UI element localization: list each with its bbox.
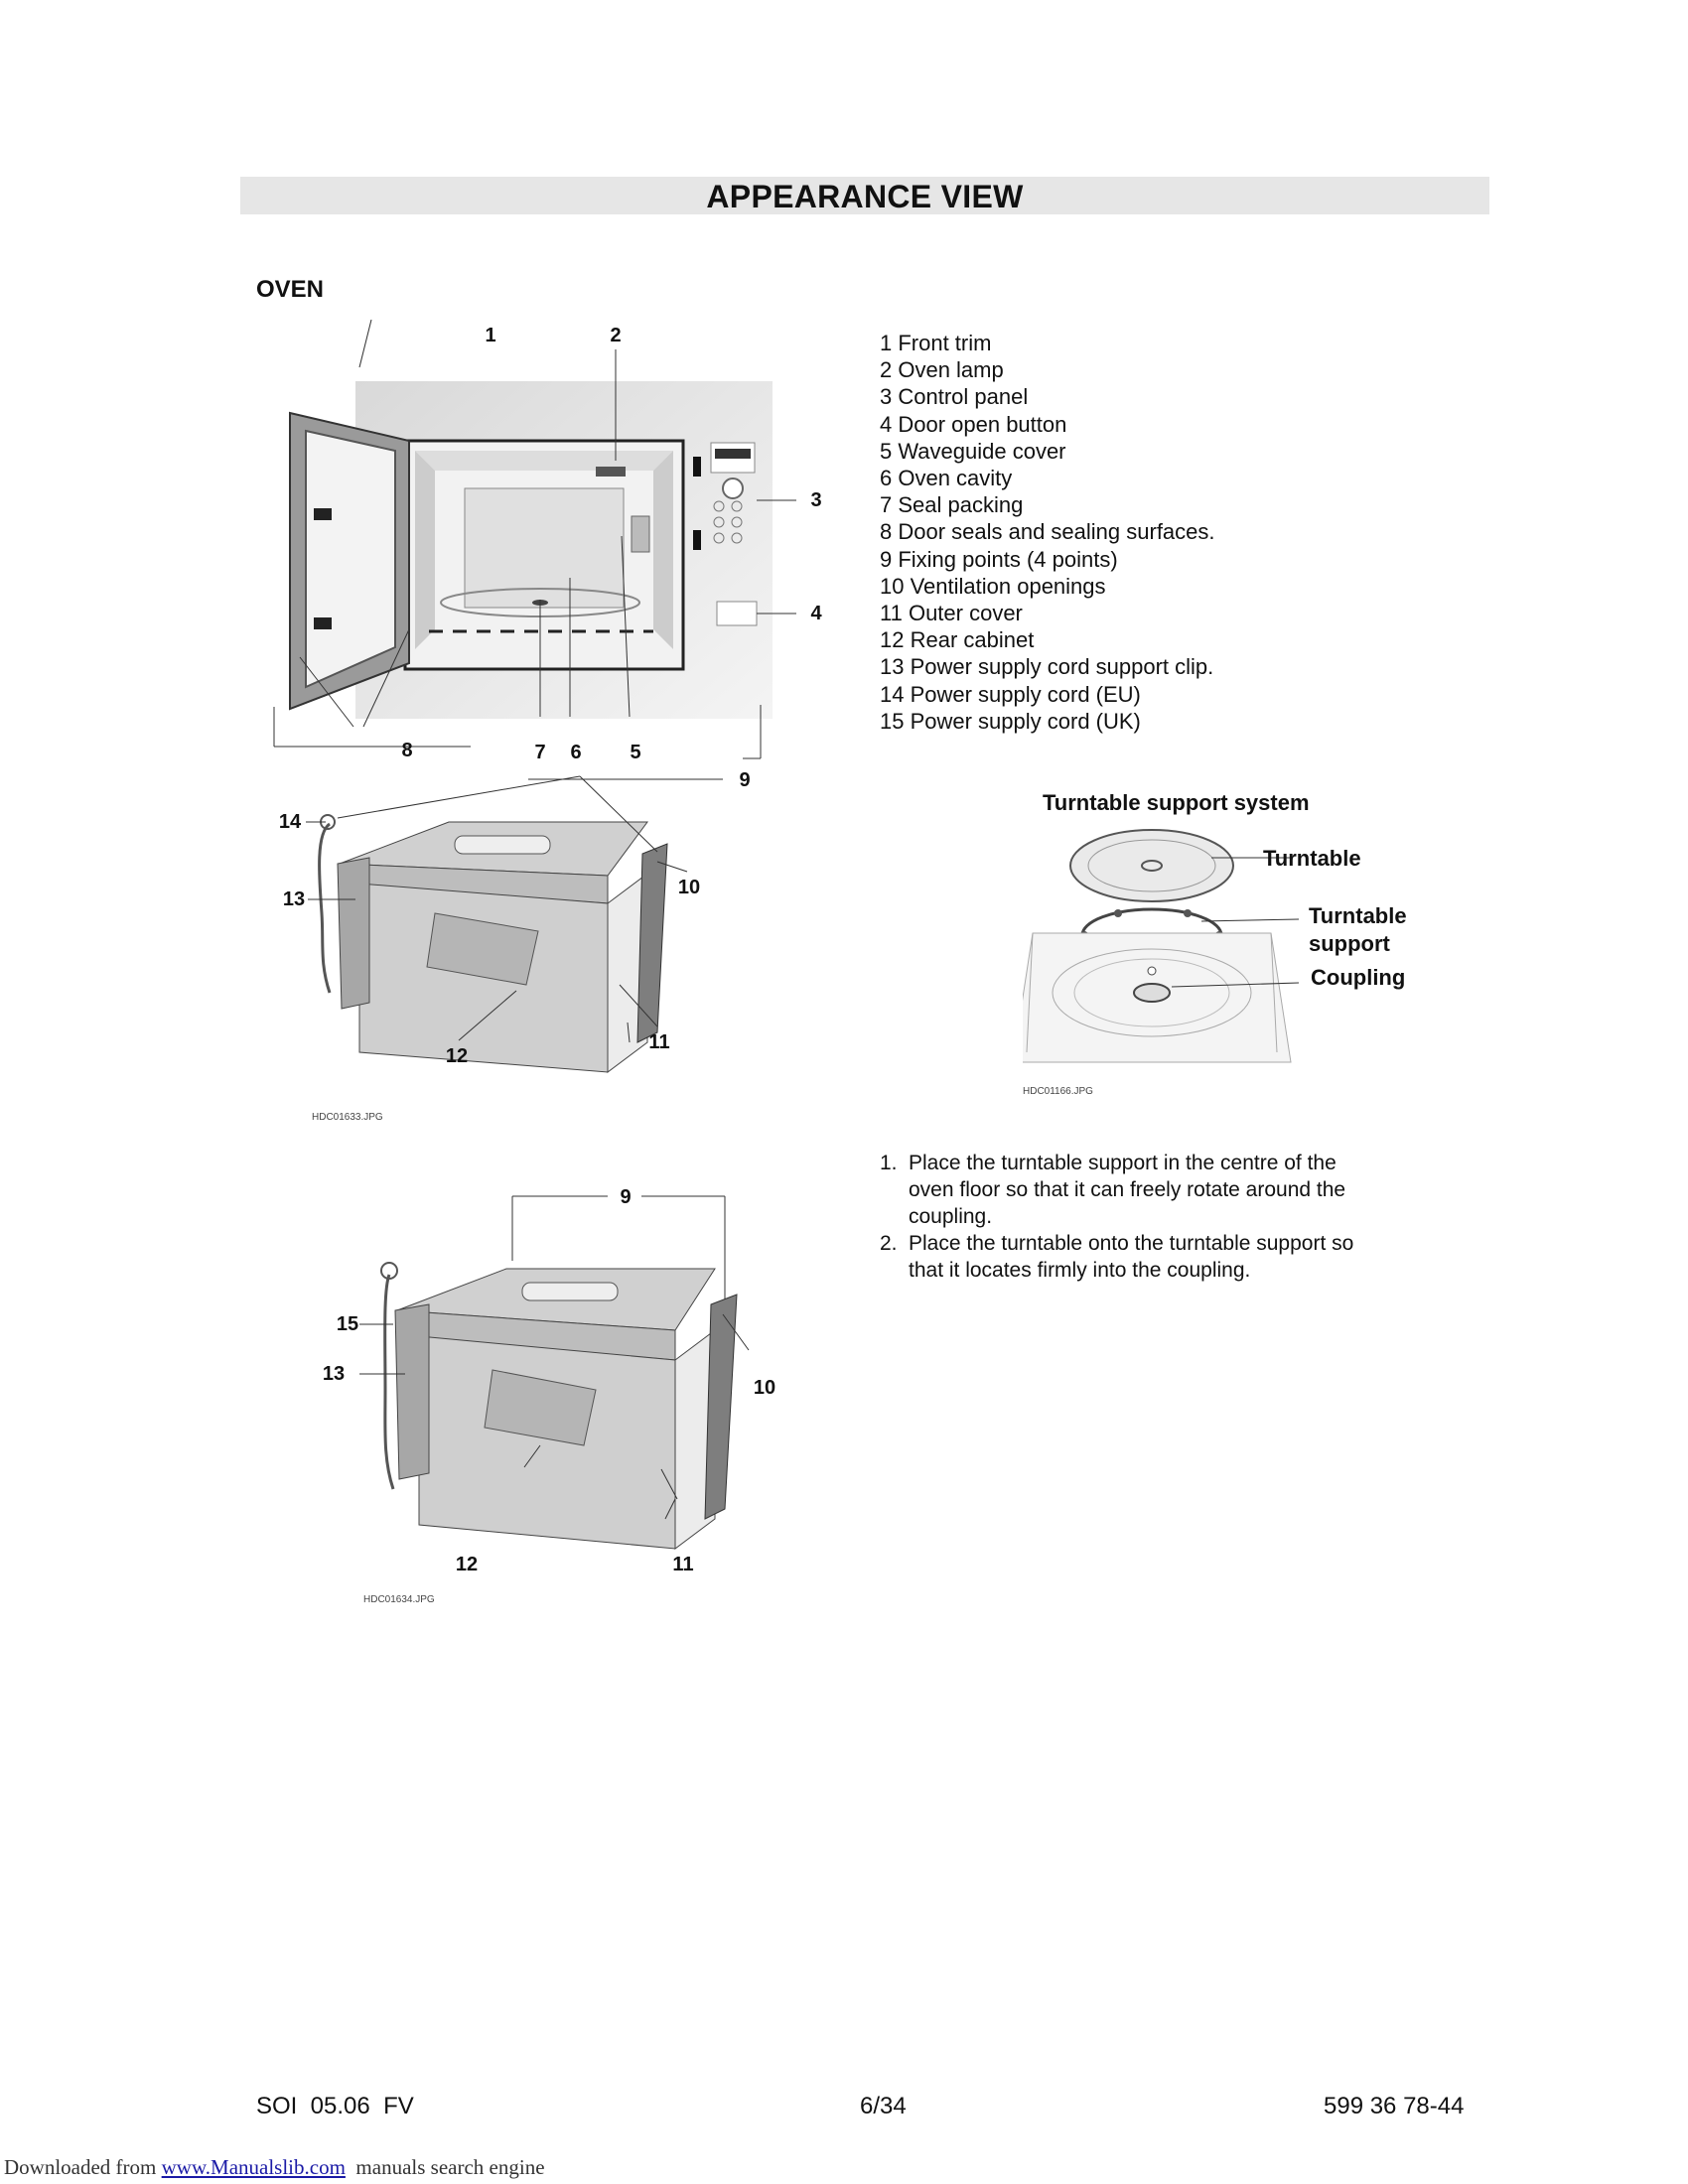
title-bar <box>240 177 1489 214</box>
legend-item: 6 Oven cavity <box>880 466 1013 491</box>
turntable-title: Turntable support system <box>1043 790 1310 815</box>
download-prefix: Downloaded from <box>4 2155 162 2179</box>
instruction-line: oven floor so that it can freely rotate around the <box>909 1178 1346 1201</box>
caption-uk: HDC01634.JPG <box>363 1594 435 1605</box>
parts-legend <box>880 330 1215 735</box>
instruction-number: 2. <box>880 1232 898 1255</box>
download-suffix: manuals search engine <box>345 2155 545 2179</box>
instruction-item <box>880 1230 1436 1284</box>
callout-2: 2 <box>610 325 622 346</box>
download-notice <box>4 2155 545 2180</box>
footer-page-number: 6/34 <box>860 2093 907 2119</box>
callout-8: 8 <box>401 740 413 761</box>
instructions-list <box>880 1150 1436 1284</box>
footer-part-number: 599 36 78-44 <box>1324 2093 1465 2119</box>
callout-1: 1 <box>485 325 496 346</box>
turntable-exploded-drawing <box>1023 824 1440 1102</box>
callout-11b: 11 <box>672 1554 694 1575</box>
legend-item: 14 Power supply cord (EU) <box>880 681 1141 707</box>
page-title: APPEARANCE VIEW <box>706 179 1024 214</box>
instruction-number: 1. <box>880 1152 898 1174</box>
caption-eu: HDC01633.JPG <box>312 1112 383 1123</box>
callout-12b: 12 <box>455 1554 479 1575</box>
instruction-item <box>880 1150 1436 1230</box>
callout-9b: 9 <box>620 1186 632 1208</box>
legend-item: 8 Door seals and sealing surfaces. <box>880 519 1215 545</box>
legend-item: 13 Power supply cord support clip. <box>880 654 1214 680</box>
legend-item: 2 Oven lamp <box>880 357 1004 383</box>
callout-15: 15 <box>336 1313 359 1335</box>
callout-3: 3 <box>810 489 822 511</box>
callout-12: 12 <box>445 1045 469 1067</box>
callout-10b: 10 <box>753 1377 776 1399</box>
legend-item: 4 Door open button <box>880 411 1067 437</box>
caption-turntable: HDC01166.JPG <box>1023 1086 1093 1097</box>
callout-14: 14 <box>278 811 302 833</box>
label-turntable: Turntable <box>1263 846 1361 871</box>
instruction-line: that it locates firmly into the coupling. <box>909 1259 1251 1282</box>
label-turntable-support-1: Turntable <box>1309 903 1407 928</box>
legend-item: 9 Fixing points (4 points) <box>880 546 1118 572</box>
microwave-front-drawing <box>260 320 856 776</box>
callout-9: 9 <box>739 769 751 791</box>
callout-13b: 13 <box>322 1363 346 1385</box>
instruction-line: coupling. <box>909 1205 993 1228</box>
legend-item: 11 Outer cover <box>880 601 1023 626</box>
legend-item: 3 Control panel <box>880 384 1029 410</box>
label-coupling: Coupling <box>1311 965 1406 990</box>
legend-item: 5 Waveguide cover <box>880 438 1066 464</box>
callout-5: 5 <box>630 742 641 763</box>
section-heading: OVEN <box>256 276 325 303</box>
legend-item: 10 Ventilation openings <box>880 573 1106 599</box>
instruction-line: Place the turntable support in the centre of the <box>909 1152 1336 1174</box>
manualslib-link[interactable]: www.Manualslib.com <box>161 2155 346 2179</box>
callout-13: 13 <box>282 888 306 910</box>
label-turntable-support-2: support <box>1309 931 1390 956</box>
footer-doc-code: SOI 05.06 FV <box>256 2093 414 2119</box>
callout-7: 7 <box>534 742 546 763</box>
legend-item: 7 Seal packing <box>880 492 1024 518</box>
callout-6: 6 <box>570 742 582 763</box>
callout-11: 11 <box>648 1031 670 1053</box>
instruction-line: Place the turntable onto the turntable support so <box>909 1232 1354 1255</box>
microwave-rear-drawing-uk <box>298 1171 814 1608</box>
legend-item: 15 Power supply cord (UK) <box>880 708 1141 734</box>
legend-item: 12 Rear cabinet <box>880 627 1035 653</box>
callout-10: 10 <box>677 877 701 898</box>
callout-4: 4 <box>810 603 822 624</box>
legend-item: 1 Front trim <box>880 331 992 355</box>
microwave-rear-drawing-eu <box>260 764 776 1132</box>
